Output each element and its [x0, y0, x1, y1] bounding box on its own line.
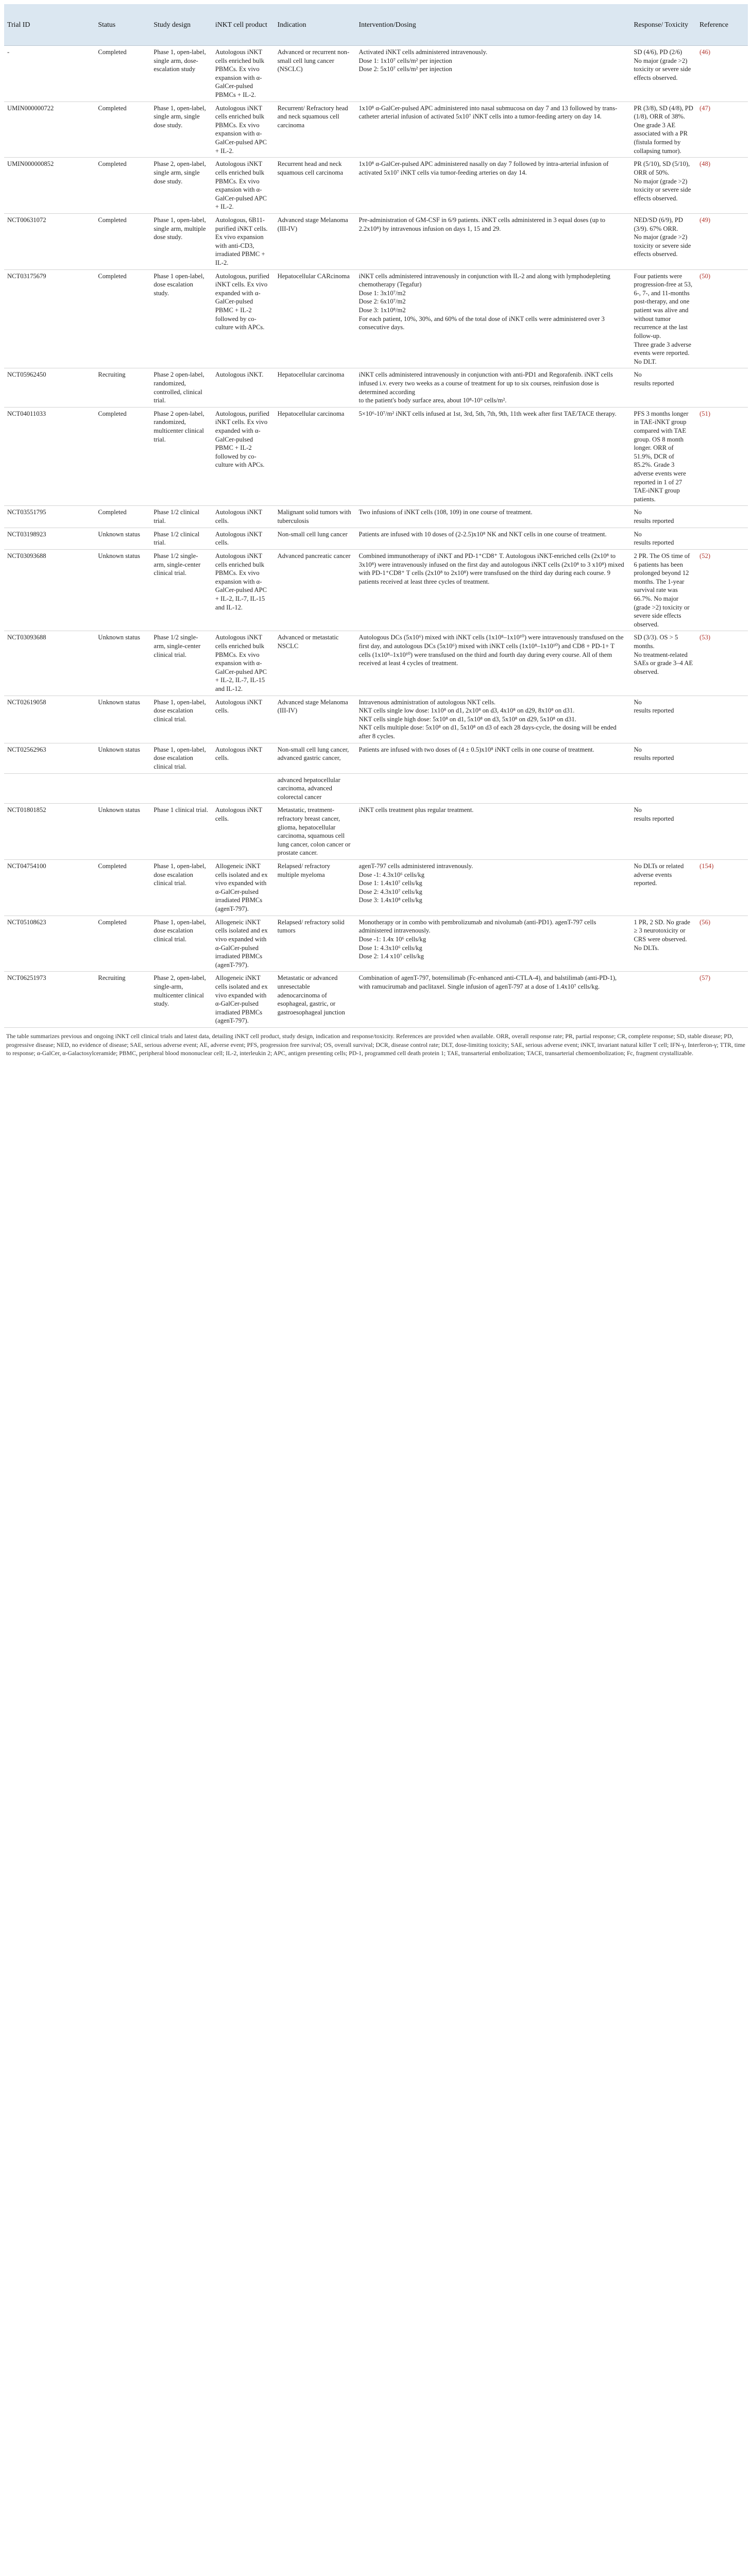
reference-link[interactable]: (52): [696, 549, 748, 631]
study-design-cell: Phase 1, open-label, dose escalation clinical trial.: [150, 696, 212, 743]
response-line: PR (3/8), SD (4/8), PD (1/8), ORR of 38%.: [634, 104, 693, 121]
intervention-line: For each patient, 10%, 30%, and 60% of the total dose of iNKT cells were administered over 3 consecutive days.: [358, 315, 605, 331]
trial-id-cell: NCT02562963: [4, 743, 95, 773]
trial-id-cell: NCT05962450: [4, 368, 95, 407]
indication-cell: Non-small cell lung cancer, advanced gastric cancer,: [275, 743, 356, 773]
response-line: results reported: [634, 517, 674, 525]
status-cell: Completed: [95, 213, 150, 269]
intervention-line: Dose 1: 3x10⁷/m2: [358, 289, 406, 297]
inkt-product-cell: Autologous iNKT cells.: [212, 506, 275, 528]
response-line: No: [634, 530, 642, 538]
response-line: NED/SD (6/9), PD (3/9). 67% ORR.: [634, 216, 683, 232]
status-cell: Unknown status: [95, 696, 150, 743]
intervention-cell: [355, 506, 630, 528]
inkt-product-cell: Autologous iNKT cells.: [212, 743, 275, 773]
indication-cell: Relapsed/ refractory multiple myeloma: [275, 860, 356, 916]
study-design-cell: Phase 2 open-label, randomized, multicenter clinical trial.: [150, 407, 212, 506]
table-row: [4, 101, 748, 158]
intervention-line: agenT-797 cells administered intravenously.: [358, 862, 473, 870]
indication-cell: Recurrent/ Refractory head and neck squamous cell carcinoma: [275, 101, 356, 158]
indication-cell: Recurrent head and neck squamous cell carcinoma: [275, 158, 356, 214]
indication-cell: Advanced or recurrent non-small cell lung cancer (NSCLC): [275, 46, 356, 102]
response-cell: [630, 804, 696, 860]
intervention-line: Activated iNKT cells administered intravenously.: [358, 48, 488, 56]
response-line: results reported: [634, 539, 674, 547]
trial-id-cell: [4, 773, 95, 804]
intervention-line: Two infusions of iNKT cells (108, 109) in one course of treatment.: [358, 509, 533, 516]
response-line: No major (grade >2) toxicity or severe side effects observed.: [634, 177, 691, 202]
status-cell: Completed: [95, 101, 150, 158]
study-design-cell: Phase 1 clinical trial.: [150, 804, 212, 860]
intervention-line: Dose 1: 1x10⁷ cells/m² per injection: [358, 57, 452, 64]
response-line: No major (grade >2) toxicity or severe side effects observed.: [634, 57, 691, 81]
response-cell: [630, 549, 696, 631]
study-design-cell: Phase 1, open-label, dose escalation clinical trial.: [150, 860, 212, 916]
response-line: results reported: [634, 815, 674, 822]
indication-cell: Advanced stage Melanoma (III-IV): [275, 213, 356, 269]
status-cell: Completed: [95, 158, 150, 214]
reference-link: [696, 506, 748, 528]
table-row: [4, 506, 748, 528]
study-design-cell: Phase 1/2 clinical trial.: [150, 528, 212, 549]
intervention-line: Autologous DCs (5x10⁶) mixed with iNKT cells (1x10⁸–1x10¹⁰) were intravenously transfused on the first day, and autologous DCs (5x10⁶) mixed with iNKT cells (1x10⁸–1x10¹⁰) and CD8 + PD-1+ T cells (1x10⁸–1x10¹⁰) were transfused on the third and fourth day during every course. All of them received at least 4 cycles of treatment.: [358, 634, 624, 667]
header-response: Response/ Toxicity: [630, 4, 696, 46]
intervention-cell: [355, 916, 630, 972]
reference-link: [696, 773, 748, 804]
table-row: [4, 696, 748, 743]
reference-link[interactable]: (49): [696, 213, 748, 269]
intervention-cell: [355, 101, 630, 158]
indication-cell: Advanced pancreatic cancer: [275, 549, 356, 631]
intervention-line: Dose 2: 4.3x10⁷ cells/kg: [358, 888, 422, 895]
indication-cell: Metastatic or advanced unresectable adenocarcinoma of esophageal, gastric, or gastroesophageal junction: [275, 972, 356, 1028]
trial-id-cell: NCT03093688: [4, 549, 95, 631]
study-design-cell: Phase 1, open-label, single arm, dose-escalation study: [150, 46, 212, 102]
reference-link[interactable]: (50): [696, 269, 748, 368]
study-design-cell: Phase 1, open-label, dose escalation clinical trial.: [150, 916, 212, 972]
inkt-product-cell: Autologous iNKT cells.: [212, 528, 275, 549]
response-cell: [630, 407, 696, 506]
intervention-cell: [355, 743, 630, 773]
intervention-cell: [355, 368, 630, 407]
inkt-product-cell: Allogeneic iNKT cells isolated and ex vivo expanded with α-GalCer-pulsed irradiated PBMCs (agenT-797).: [212, 916, 275, 972]
header-indication: Indication: [275, 4, 356, 46]
intervention-cell: [355, 549, 630, 631]
reference-link[interactable]: (53): [696, 631, 748, 696]
trial-id-cell: NCT03551795: [4, 506, 95, 528]
status-cell: Unknown status: [95, 528, 150, 549]
indication-cell: Hepatocellular carcinoma: [275, 368, 356, 407]
intervention-line: Pre-administration of GM-CSF in 6/9 patients. iNKT cells administered in 3 equal doses (up to 2.2x10⁸) by intravenous infusion on days 1, 15 and 29.: [358, 216, 606, 232]
header-row: [4, 4, 748, 46]
study-design-cell: Phase 1, open-label, single arm, single dose study.: [150, 101, 212, 158]
intervention-cell: [355, 631, 630, 696]
table-row: [4, 213, 748, 269]
intervention-line: Patients are infused with 10 doses of (2-2.5)x10⁸ NK and NKT cells in one course of treatment.: [358, 530, 607, 538]
status-cell: Completed: [95, 407, 150, 506]
intervention-line: 5×10⁶-10⁷/m² iNKT cells infused at 1st, 3rd, 5th, 7th, 9th, 11th week after first TAE/TACE therapy.: [358, 410, 617, 417]
response-line: No DLT.: [634, 358, 657, 365]
reference-link[interactable]: (154): [696, 860, 748, 916]
inkt-product-cell: Autologous iNKT.: [212, 368, 275, 407]
response-line: Four patients were progression-free at 53, 6-, 7-, and 11-months post-therapy, and one patient was alive and without tumor recurrence at the last follow-up.: [634, 272, 693, 340]
response-line: PR (5/10), SD (5/10), ORR of 50%.: [634, 160, 690, 176]
header-intervention: Intervention/Dosing: [355, 4, 630, 46]
table-row: [4, 860, 748, 916]
header-status: Status: [95, 4, 150, 46]
status-cell: Completed: [95, 269, 150, 368]
trial-id-cell: NCT00631072: [4, 213, 95, 269]
intervention-cell: [355, 213, 630, 269]
response-cell: [630, 101, 696, 158]
inkt-product-cell: Autologous iNKT cells enriched bulk PBMCs. Ex vivo expansion with α-GalCer-pulsed PBMCs + IL-2.: [212, 46, 275, 102]
status-cell: Completed: [95, 860, 150, 916]
response-cell: [630, 860, 696, 916]
intervention-line: 1x10⁸ α-GalCer-pulsed APC administered nasally on day 7 followed by intra-arterial infusion of activated 5x10⁷ iNKT cells via tumor-feeding arteries on day 14.: [358, 160, 609, 176]
status-cell: Unknown status: [95, 549, 150, 631]
trial-id-cell: -: [4, 46, 95, 102]
table-row: [4, 549, 748, 631]
response-line: results reported: [634, 754, 674, 762]
intervention-cell: [355, 269, 630, 368]
inkt-product-cell: Autologous iNKT cells enriched bulk PBMCs. Ex vivo expansion with α-GalCer-pulsed APC + IL-2, IL-7, IL-15 and IL-12.: [212, 631, 275, 696]
trial-id-cell: NCT03093688: [4, 631, 95, 696]
reference-link[interactable]: (46): [696, 46, 748, 102]
table-row: [4, 368, 748, 407]
response-line: No: [634, 371, 642, 379]
table-row: [4, 528, 748, 549]
intervention-line: iNKT cells treatment plus regular treatment.: [358, 806, 474, 814]
study-design-cell: Phase 1, open-label, single arm, multiple dose study.: [150, 213, 212, 269]
intervention-cell: [355, 407, 630, 506]
study-design-cell: Phase 1/2 single-arm, single-center clinical trial.: [150, 631, 212, 696]
study-design-cell: Phase 1/2 clinical trial.: [150, 506, 212, 528]
intervention-line: NKT cells single high dose: 5x10⁸ on d1, 5x10⁸ on d3, 5x10⁸ on d29, 5x10⁸ on d31.: [358, 715, 576, 723]
status-cell: Completed: [95, 506, 150, 528]
response-cell: [630, 696, 696, 743]
status-cell: Unknown status: [95, 631, 150, 696]
intervention-cell: [355, 860, 630, 916]
response-line: No: [634, 745, 642, 753]
trial-id-cell: UMIN000000722: [4, 101, 95, 158]
response-line: 2 PR. The OS time of 6 patients has been prolonged beyond 12 months. The 1-year survival rate was 66.7%. No major (grade >2) toxicity or severe side effects observed.: [634, 552, 690, 628]
study-design-cell: Phase 1/2 single-arm, single-center clinical trial.: [150, 549, 212, 631]
table-row: [4, 743, 748, 773]
intervention-line: Dose -1: 4.3x10⁶ cells/kg: [358, 871, 424, 878]
indication-cell: Hepatocellular carcinoma: [275, 407, 356, 506]
study-design-cell: Phase 2 open-label, randomized, controlled, clinical trial.: [150, 368, 212, 407]
table-row: [4, 773, 748, 804]
response-cell: [630, 506, 696, 528]
response-line: No: [634, 698, 642, 706]
trial-id-cell: NCT05108623: [4, 916, 95, 972]
intervention-cell: [355, 696, 630, 743]
table-row: [4, 972, 748, 1028]
response-cell: [630, 743, 696, 773]
status-cell: Completed: [95, 46, 150, 102]
intervention-line: iNKT cells administered intravenously in conjunction with anti-PD1 and Regorafenib. iNKT cells infused i.v. every two weeks as a course of treatment for up to six courses, reinfusion dose is determined according: [358, 371, 613, 396]
reference-link[interactable]: (47): [696, 101, 748, 158]
response-cell: [630, 269, 696, 368]
response-line: 1 PR, 2 SD. No grade ≥ 3 neurotoxicity or CRS were observed. No DLTs.: [634, 918, 690, 952]
indication-cell: Non-small cell lung cancer: [275, 528, 356, 549]
table-row: [4, 631, 748, 696]
header-inkt-product: iNKT cell product: [212, 4, 275, 46]
response-line: Three grade 3 adverse events were reported.: [634, 341, 691, 357]
reference-link: [696, 528, 748, 549]
table-row: [4, 407, 748, 506]
response-line: PFS 3 months longer in TAE-iNKT group compared with TAE group. OS 8 month longer. ORR of 51.9%, DCR of 85.2%. Grade 3 adverse events were reported in 1 of 27 TAE-iNKT group patients.: [634, 410, 689, 503]
clinical-trials-table: [4, 4, 748, 1028]
table-header: [4, 4, 748, 46]
response-cell: [630, 773, 696, 804]
intervention-cell: [355, 158, 630, 214]
intervention-line: Intravenous administration of autologous NKT cells.: [358, 698, 496, 706]
inkt-product-cell: [212, 773, 275, 804]
trial-id-cell: NCT01801852: [4, 804, 95, 860]
indication-cell: Hepatocellular CARcinoma: [275, 269, 356, 368]
inkt-product-cell: Autologous iNKT cells.: [212, 696, 275, 743]
table-caption: The table summarizes previous and ongoing iNKT cell clinical trials and latest data, detailing iNKT cell product, study design, indication and response/toxicity. References are provided when available. ORR, overall response rate; PR, partial response; CR, complete response; SD, stable disease; PD, progressive disease; NED, no evidence of disease; SAE, serious adverse event; AE, adverse event; PFS, progression free survival; OS, overall survival; DCR, disease control rate; DLT, dose-limiting toxicity; SAE, serious adverse event; iNKT, invariant natural killer T cell; IFN-γ, Interferon-γ; TTR, time to response; α-GalCer, α-Galactosylceramide; PBMC, peripheral blood mononuclear cell; IL-2, interleukin 2; APC, antigen presenting cells; PD-1, programmed cell death protein 1; TAE, transarterial embolization; TACE, transarterial chemoembolization; Fc, fragment crystallizable.: [6, 1032, 745, 1057]
indication-cell: Metastatic, treatment-refractory breast cancer, glioma, hepatocellular carcinoma, squamous cell lung cancer, colon cancer or prostate cancer.: [275, 804, 356, 860]
response-line: One grade 3 AE associated with a PR (fistula formed by collapsing tumor).: [634, 121, 688, 155]
response-line: results reported: [634, 379, 674, 387]
reference-link[interactable]: (56): [696, 916, 748, 972]
response-line: No: [634, 509, 642, 516]
table-body: [4, 46, 748, 1028]
inkt-product-cell: Allogeneic iNKT cells isolated and ex vivo expanded with α-GalCer-pulsed irradiated PBMCs (agenT-797).: [212, 972, 275, 1028]
trial-id-cell: NCT02619058: [4, 696, 95, 743]
response-cell: [630, 972, 696, 1028]
intervention-line: Combined immunotherapy of iNKT and PD-1⁺CD8⁺ T. Autologous iNKT-enriched cells (2x10⁸ to 3x10⁸) were intravenously infused on the first day and autologous iNKT cells (2x10⁸ to 3 x10⁸) mixed with PD-1⁺CD8⁺ T cells (2x10⁸ to 2x10⁸) were transfused on the third day during each course. 9 patients received at least three cycles of treatment.: [358, 552, 624, 585]
response-line: No DLTs or related adverse events reported.: [634, 862, 684, 887]
trial-id-cell: UMIN000000852: [4, 158, 95, 214]
intervention-line: Dose -1: 1.4x 10⁶ cells/kg: [358, 935, 426, 943]
response-cell: [630, 916, 696, 972]
indication-cell: Advanced stage Melanoma (III-IV): [275, 696, 356, 743]
response-line: No: [634, 806, 642, 814]
intervention-cell: [355, 972, 630, 1028]
table-row: [4, 46, 748, 102]
inkt-product-cell: Autologous, 6B11-purified iNKT cells. Ex vivo expansion with anti-CD3, irradiated PBMC + IL-2.: [212, 213, 275, 269]
status-cell: [95, 773, 150, 804]
inkt-product-cell: Autologous, purified iNKT cells. Ex vivo expanded with α-GalCer-pulsed PBMC + IL-2 followed by co-culture with APCs.: [212, 269, 275, 368]
reference-link: [696, 804, 748, 860]
intervention-line: Monotherapy or in combo with pembrolizumab and nivolumab (anti-PD1). agenT-797 cells administered intravenously.: [358, 918, 596, 935]
intervention-line: 1x10⁸ α-GalCer-pulsed APC administered into nasal submucosa on day 7 and 13 followed by trans-catheter arterial infusion of activated 5x10⁷ iNKT cells into a tumor-feeding artery on day 14.: [358, 104, 618, 121]
intervention-cell: [355, 804, 630, 860]
indication-cell: Malignant solid tumors with tuberculosis: [275, 506, 356, 528]
response-cell: [630, 46, 696, 102]
intervention-line: Dose 1: 1.4x10⁷ cells/kg: [358, 879, 422, 887]
intervention-line: Dose 2: 6x10⁷/m2: [358, 298, 406, 306]
intervention-cell: [355, 46, 630, 102]
table-row: [4, 916, 748, 972]
study-design-cell: [150, 773, 212, 804]
inkt-product-cell: Autologous iNKT cells enriched bulk PBMCs. Ex vivo expansion with α-GalCer-pulsed APC + IL-2.: [212, 158, 275, 214]
study-design-cell: Phase 1, open-label, dose escalation clinical trial.: [150, 743, 212, 773]
intervention-cell: [355, 528, 630, 549]
status-cell: Unknown status: [95, 804, 150, 860]
status-cell: Unknown status: [95, 743, 150, 773]
reference-link[interactable]: (57): [696, 972, 748, 1028]
trial-id-cell: NCT04011033: [4, 407, 95, 506]
trial-id-cell: NCT04754100: [4, 860, 95, 916]
study-design-cell: Phase 2, open-label, single arm, single dose study.: [150, 158, 212, 214]
intervention-line: Dose 1: 4.3x10⁶ cells/kg: [358, 944, 422, 952]
indication-cell: Advanced or metastatic NSCLC: [275, 631, 356, 696]
intervention-line: Combination of agenT-797, botensilimab (Fc-enhanced anti-CTLA-4), and balstilimab (anti-PD-1), with ramucirumab and paclitaxel. Single infusion of agenT-797 at a dose of 1.4x10⁷ cells/kg.: [358, 974, 617, 990]
indication-cell: Relapsed/ refractory solid tumors: [275, 916, 356, 972]
reference-link[interactable]: (51): [696, 407, 748, 506]
inkt-product-cell: Autologous iNKT cells.: [212, 804, 275, 860]
table-row: [4, 269, 748, 368]
intervention-line: Dose 3: 1.4x10⁸ cells/kg: [358, 896, 422, 904]
response-line: results reported: [634, 707, 674, 715]
inkt-product-cell: Autologous, purified iNKT cells. Ex vivo expanded with α-GalCer-pulsed PBMC + IL-2 followed by co-culture with APCs.: [212, 407, 275, 506]
table-row: [4, 804, 748, 860]
status-cell: Completed: [95, 916, 150, 972]
response-cell: [630, 158, 696, 214]
trial-id-cell: NCT06251973: [4, 972, 95, 1028]
inkt-product-cell: Autologous iNKT cells enriched bulk PBMCs. Ex vivo expansion with α-GalCer-pulsed APC + IL-2.: [212, 101, 275, 158]
table-row: [4, 158, 748, 214]
intervention-line: NKT cells multiple dose: 5x10⁸ on d1, 5x10⁸ on d3 of each 28 days-cycle, the dosing will be ended after 8 cycles.: [358, 724, 617, 740]
reference-link: [696, 696, 748, 743]
study-design-cell: Phase 1 open-label, dose escalation study.: [150, 269, 212, 368]
status-cell: Recruiting: [95, 972, 150, 1028]
intervention-cell: [355, 773, 630, 804]
status-cell: Recruiting: [95, 368, 150, 407]
response-cell: [630, 213, 696, 269]
header-reference: Reference: [696, 4, 748, 46]
response-line: No treatment-related SAEs or grade 3–4 AE observed.: [634, 651, 693, 675]
intervention-line: to the patient's body surface area, about 10⁸-10⁹ cells/m².: [358, 397, 507, 404]
intervention-line: iNKT cells administered intravenously in conjunction with IL-2 and along with lymphodepleting chemotherapy (Tegafur): [358, 272, 610, 289]
trial-id-cell: NCT03175679: [4, 269, 95, 368]
intervention-line: Dose 3: 1x10⁸/m2: [358, 307, 406, 314]
response-line: SD (4/6), PD (2/6): [634, 48, 682, 56]
reference-link: [696, 368, 748, 407]
intervention-line: Dose 2: 5x10⁷ cells/m² per injection: [358, 65, 452, 73]
indication-cell: advanced hepatocellular carcinoma, advanced colorectal cancer: [275, 773, 356, 804]
header-study-design: Study design: [150, 4, 212, 46]
header-trial-id: Trial ID: [4, 4, 95, 46]
response-cell: [630, 528, 696, 549]
intervention-line: Dose 2: 1.4 x10⁷ cells/kg: [358, 953, 424, 960]
study-design-cell: Phase 2, open-label, single-arm, multicenter clinical study.: [150, 972, 212, 1028]
document: [4, 4, 748, 1058]
response-cell: [630, 631, 696, 696]
reference-link: [696, 743, 748, 773]
response-cell: [630, 368, 696, 407]
response-line: SD (3/3). OS > 5 months.: [634, 634, 678, 650]
inkt-product-cell: Allogeneic iNKT cells isolated and ex vivo expanded with α-GalCer-pulsed irradiated PBMCs (agenT-797).: [212, 860, 275, 916]
inkt-product-cell: Autologous iNKT cells enriched bulk PBMCs. Ex vivo expansion with α-GalCer-pulsed APC + IL-2, IL-7, IL-15 and IL-12.: [212, 549, 275, 631]
reference-link[interactable]: (48): [696, 158, 748, 214]
intervention-line: NKT cells single low dose: 1x10⁸ on d1, 2x10⁸ on d3, 4x10⁸ on d29, 8x10⁸ on d31.: [358, 707, 575, 715]
intervention-line: Patients are infused with two doses of (4 ± 0.5)x10⁸ iNKT cells in one course of treatment.: [358, 745, 594, 753]
trial-id-cell: NCT03198923: [4, 528, 95, 549]
response-line: No major (grade >2) toxicity or severe side effects observed.: [634, 233, 691, 258]
